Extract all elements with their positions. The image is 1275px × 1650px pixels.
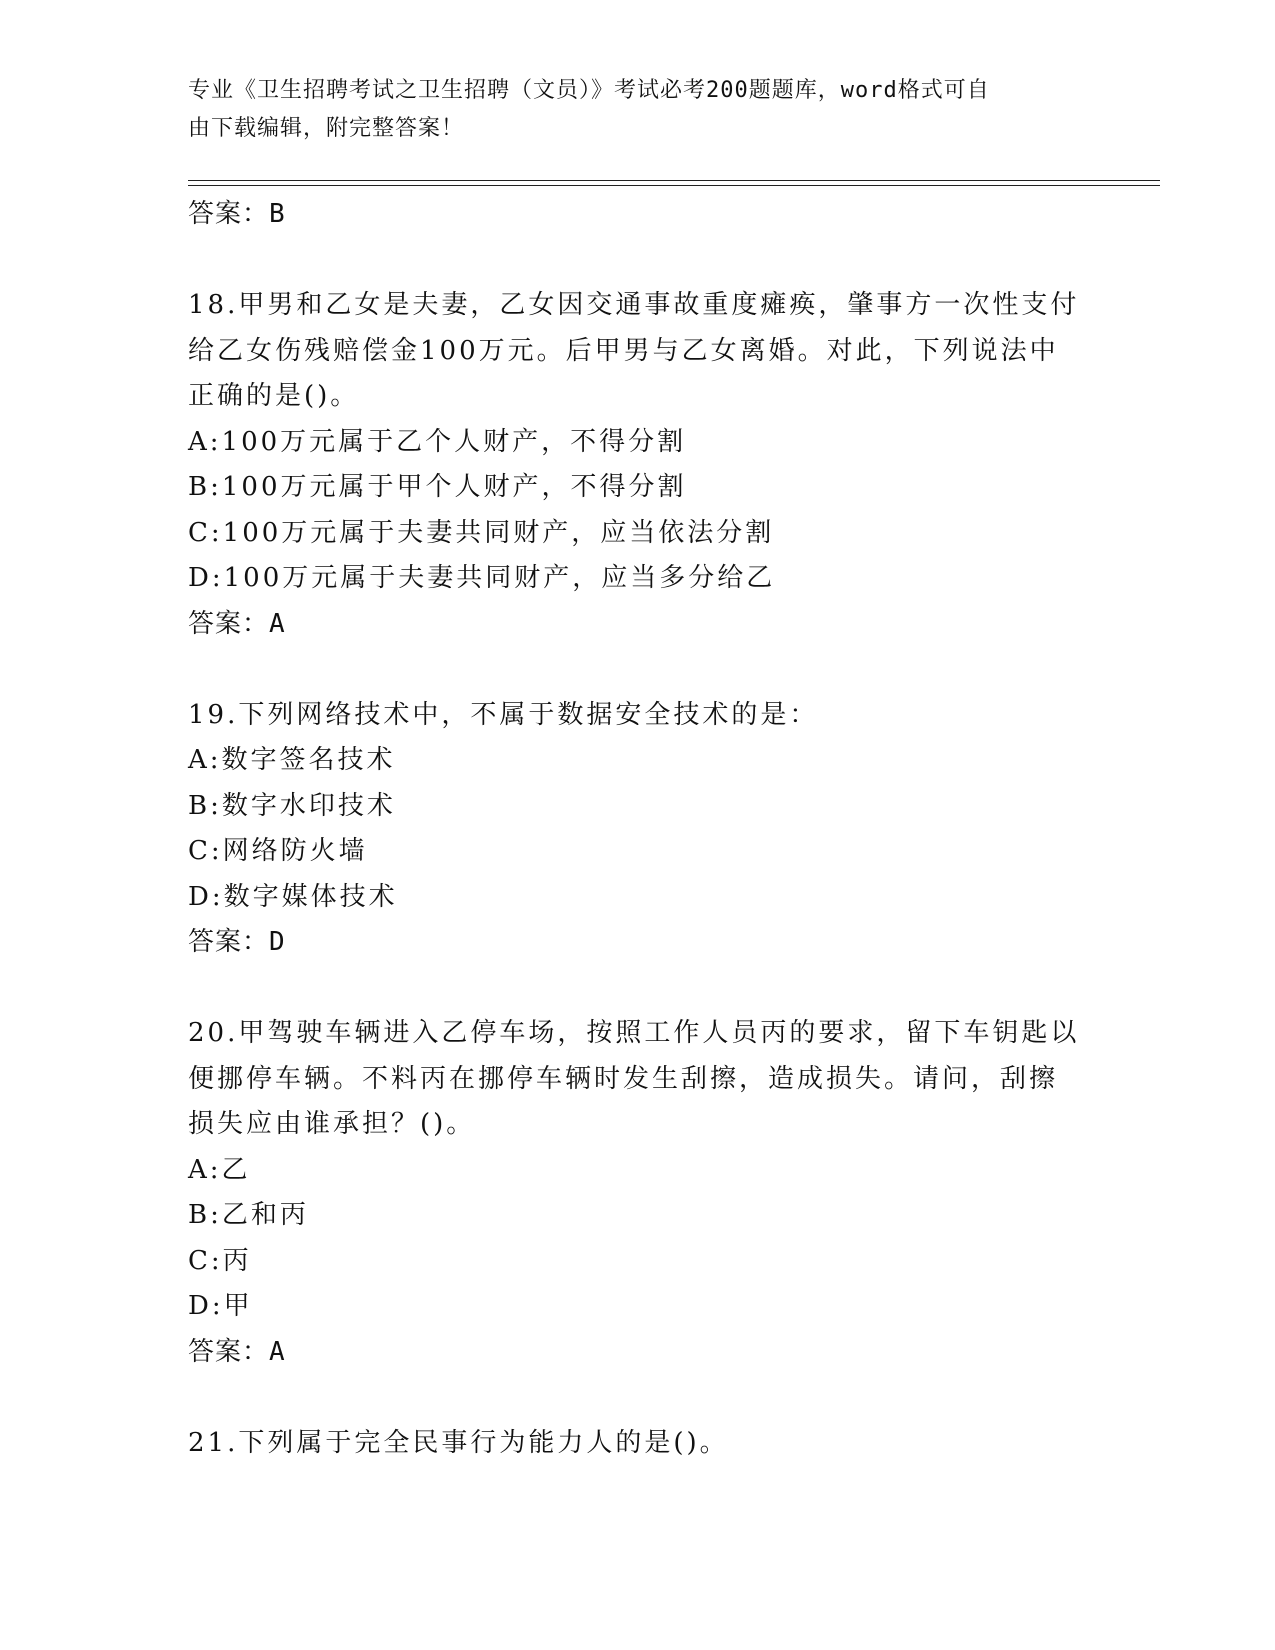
question-20-line-3: 损失应由谁承担？()。 — [188, 1109, 476, 1139]
question-19-option-a: A:数字签名技术 — [188, 745, 396, 775]
question-21 — [188, 1421, 1088, 1467]
question-18 — [188, 283, 1088, 647]
question-20-line-2: 便挪停车辆。不料丙在挪停车辆时发生刮擦，造成损失。请问，刮擦 — [188, 1063, 1059, 1094]
question-18-line-2: 给乙女伤残赔偿金100万元。后甲男与乙女离婚。对此，下列说法中 — [188, 335, 1059, 366]
header-line-1: 专业《卫生招聘考试之卫生招聘（文员）》考试必考200题题库，word格式可自 — [188, 78, 990, 103]
question-18-option-b: B:100万元属于甲个人财产，不得分割 — [188, 472, 687, 502]
spacer — [188, 966, 1088, 1012]
question-20-option-d: D:甲 — [188, 1291, 253, 1321]
question-18-line-3: 正确的是()。 — [188, 381, 360, 411]
document-body — [188, 192, 1088, 1466]
question-19-option-c: C:网络防火墙 — [188, 836, 368, 866]
question-20-answer: 答案：A — [188, 1336, 286, 1367]
header-divider-bottom — [188, 185, 1160, 186]
question-21-line-1: 21.下列属于完全民事行为能力人的是()。 — [188, 1427, 729, 1458]
question-20-option-b: B:乙和丙 — [188, 1200, 309, 1230]
question-20-option-a: A:乙 — [188, 1154, 251, 1185]
question-19-line-1: 19.下列网络技术中，不属于数据安全技术的是： — [188, 699, 819, 730]
header-divider-top — [188, 180, 1160, 181]
question-19-option-b: B:数字水印技术 — [188, 790, 396, 821]
question-19 — [188, 693, 1088, 966]
question-19-option-d: D:数字媒体技术 — [188, 881, 398, 912]
question-18-option-c: C:100万元属于夫妻共同财产，应当依法分割 — [188, 517, 775, 548]
question-20-option-c: C:丙 — [188, 1245, 252, 1276]
spacer — [188, 647, 1088, 693]
question-18-answer: 答案：A — [188, 608, 286, 639]
document-header — [188, 72, 1068, 148]
question-19-answer: 答案：D — [188, 927, 286, 957]
answer-prev: 答案：B — [188, 199, 286, 229]
question-20 — [188, 1011, 1088, 1375]
question-18-line-1: 18.甲男和乙女是夫妻，乙女因交通事故重度瘫痪，肇事方一次性支付 — [188, 290, 1080, 320]
spacer — [188, 1375, 1088, 1421]
question-20-line-1: 20.甲驾驶车辆进入乙停车场，按照工作人员丙的要求，留下车钥匙以 — [188, 1018, 1080, 1048]
header-line-2: 由下载编辑，附完整答案！ — [188, 116, 465, 141]
spacer — [188, 238, 1088, 284]
question-18-option-d: D:100万元属于夫妻共同财产，应当多分给乙 — [188, 563, 776, 593]
question-18-option-a: A:100万元属于乙个人财产，不得分割 — [188, 426, 687, 457]
